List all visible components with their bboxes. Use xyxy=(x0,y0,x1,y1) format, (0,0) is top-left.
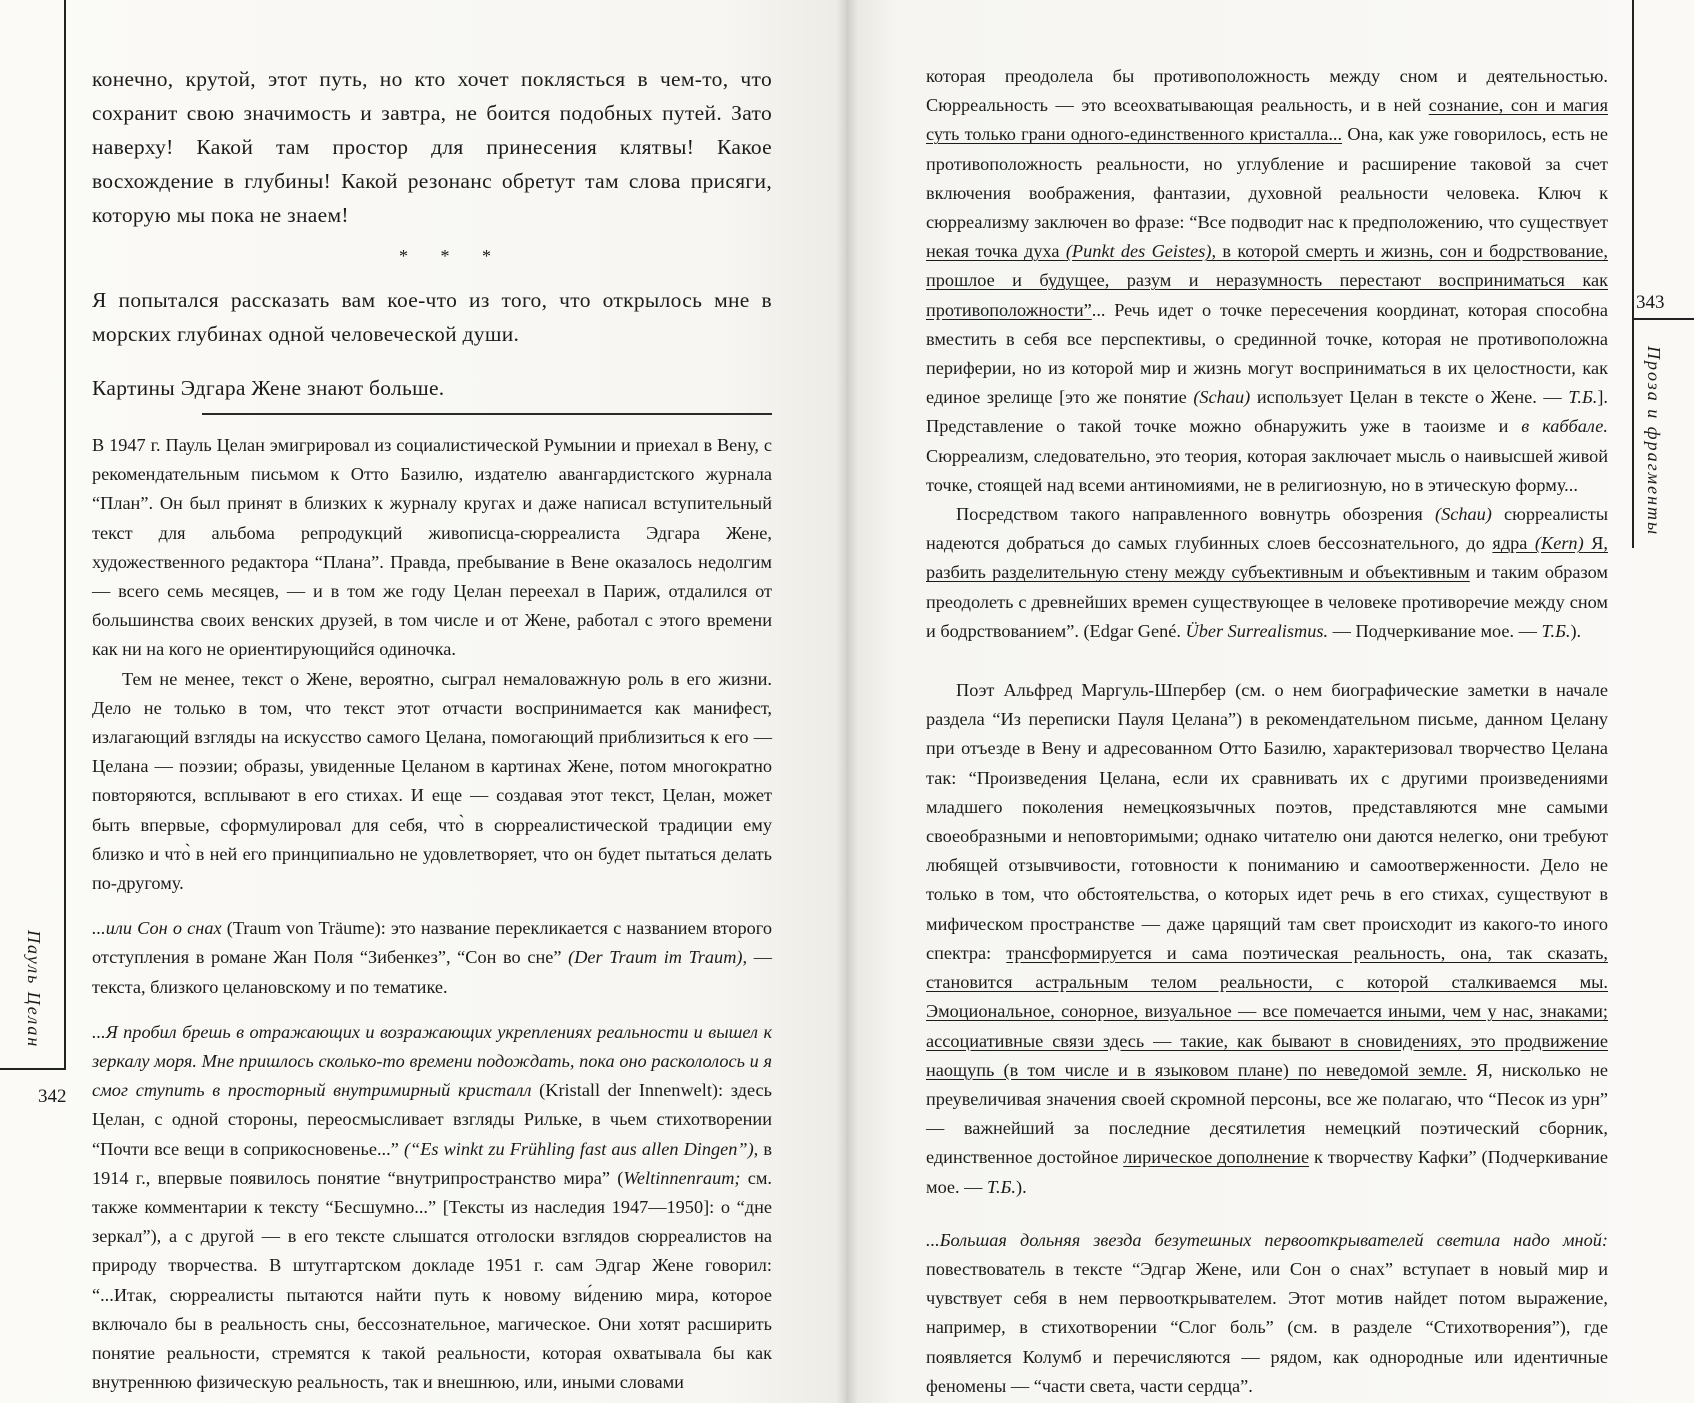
note-lemma: ...Я пробил брешь в отражающих и возражающих укреплениях реальности и вышел к зеркалу моря. Мне пришлось сколько-то времени подождать, пока оно раскололось и я смог ступить в просторный внутримирный кристалл xyxy=(92,1021,772,1101)
right-page-number: 343 xyxy=(1636,292,1665,313)
left-page-number-rule xyxy=(0,1068,66,1070)
note-italic: Weltinnenraum; xyxy=(623,1167,741,1188)
italic-run: Т.Б. xyxy=(987,1176,1016,1197)
underlined-run: в которой смерть и жизнь, сон и бодрствование, прошлое и будущее, разум и неразумность перестают восприниматься как противоположности” xyxy=(926,241,1608,320)
italic-run: Т.Б. xyxy=(1541,620,1571,641)
right-page-number-rule xyxy=(1632,318,1694,320)
underlined-run: Я, разбить разделительную стену между субъективным и объективным xyxy=(926,533,1608,583)
right-text-column xyxy=(926,62,1608,1401)
left-running-head: Пауль Целан xyxy=(24,930,44,1049)
underlined-italic-run: (Punkt des Geistes), xyxy=(1065,241,1217,262)
note-text: (Traum von Träume): это название перекликается с названием второго отступления в романе Жан Поля “Зибенкез”, “Сон во сне” xyxy=(92,918,772,968)
right-margin-rule xyxy=(1632,0,1634,548)
note-text: см. также комментарии к тексту “Бесшумно...” [Тексты из наследия 1947—1950]: о “дне зеркал”), а с другой — в его тексте слышатся отголоски взглядов сюрреалистов на природу творчества. В штутгартском докладе 1951 г. сам Эдгар Жене говорил: “...Итак, сюрреалисты пытаются найти путь к новому ви́дению мира, которое включало бы в реальность сны, бессознательное, магическое. Они хотят расширить понятие реальности, стремятся к такой реальности, которая охватывала бы как внутреннюю физическую реальность, так и внешнюю, или, иными словами xyxy=(92,1167,772,1393)
right-running-head: Проза и фрагменты xyxy=(1644,346,1664,537)
text-run: — Подчеркивание мое. — xyxy=(1328,620,1542,641)
underlined-italic-run: (Kern) xyxy=(1534,533,1584,554)
italic-run: (Schau) xyxy=(1434,504,1492,525)
comment-paragraph xyxy=(926,676,1608,1202)
text-run: к творчеству Кафки” (Подчеркивание мое. — xyxy=(926,1147,1608,1197)
text-run: ... Речь идет о точке пересечения координат, которая способна вместить в себя все перспективы, о срединной точке, которая не противоположна периферии, но из которой мир и жизнь могут восприниматься в их целостности, как единое зрелище [это же понятие xyxy=(926,299,1608,408)
underlined-run: лирическое дополнение xyxy=(1123,1147,1310,1168)
text-run: Я, нисколько не преувеличивая значения своей скромной персоны, все же полагаю, что “Песок из урн” — важнейший за последние десятилетия немецкий поэтический сборник, единственное достойное xyxy=(926,1059,1608,1168)
underlined-run: сознание, сон и магия суть только грани одного-единственного кристалла... xyxy=(926,95,1608,145)
text-run: и таким образом преодолеть с древнейших времен существующее в человеке противоречие между сном и бодрствованием”. (Edgar Gené. xyxy=(926,562,1608,641)
underlined-run: некая точка духа xyxy=(926,241,1066,262)
italic-run: Über Surrealismus. xyxy=(1185,620,1329,641)
text-run: ). xyxy=(1016,1176,1027,1197)
text-run: ). xyxy=(1570,620,1582,641)
note-italic: (Der Traum im Traum), xyxy=(568,947,748,968)
comment-note xyxy=(92,914,772,1002)
note-text: — текста, близкого целановскому и по тематике. xyxy=(92,947,772,997)
note-text: повествователь в тексте “Эдгар Жене, или Сон о снах” вступает в новый мир и чувствует себя в нем первооткрывателем. Этот мотив найдет потом выражение, например, в стихотворении “Слог боль” (см. в разделе “Стихотворения”), где появляется Колумб и перечисляются — рядом, как однородные или идентичные феномены — “части света, части сердца”. xyxy=(926,1258,1608,1396)
italic-run: (Schau) xyxy=(1193,387,1251,408)
text-run: Она, как уже говорилось, есть не противоположность реальности, но углубление и расширение таковой за счет включения воображения, фантазии, духовной реальности человека. Ключ к сюрреализму заключен во фразе: “Все подводит нас к предположению, что существует xyxy=(926,124,1608,233)
italic-run: Т.Б. xyxy=(1568,387,1598,408)
underlined-run: ядра xyxy=(1492,533,1535,554)
text-end-rule xyxy=(202,413,772,415)
comment-paragraph: Тем не менее, текст о Жене, вероятно, сыграл немаловажную роль в его жизни. Дело не только в том, что текст этот отчасти воспринимается как манифест, излагающий взгляды на искусство самого Целана, помогающий приблизиться к его — Целана — поэзии; образы, увиденные Целаном в картинах Жене, потом многократно повторяются, всплывают в его стихах. И еще — создавая этот текст, Целан, может быть впервые, сформулировал для себя, что̀ в сюрреалистической традиции ему близко и что̀ в ней его принципиально не удовлетворяет, что он будет пытаться делать по-другому. xyxy=(92,668,772,894)
main-paragraph: Картины Эдгара Жене знают больше. xyxy=(92,376,445,400)
comment-paragraph xyxy=(926,500,1608,646)
note-text: (Kristall der Innenwelt): здесь Целан, с одной стороны, переосмысливает взгляды Рильке, в чьем стихотворении “Почти все вещи в соприкосновенье...” xyxy=(92,1080,773,1159)
text-run: использует Целан в тексте о Жене. — xyxy=(1250,387,1569,408)
comment-paragraph xyxy=(926,62,1608,500)
italic-run: в каббале. xyxy=(1521,416,1608,437)
section-separator: * * * xyxy=(399,246,505,266)
note-italic: (“Es winkt zu Frühling fast aus allen Dingen”), xyxy=(403,1138,759,1159)
left-text-column xyxy=(92,62,772,1398)
left-page-number: 342 xyxy=(38,1086,67,1107)
text-run: ]. Представление о такой точке можно обнаружить уже в таоизме и xyxy=(926,387,1608,437)
comment-paragraph: В 1947 г. Пауль Целан эмигрировал из социалистической Румынии и приехал в Вену, с рекомендательным письмом к Отто Базилю, издателю авангардистского журнала “План”. Он был принят в близких к журналу кругах и даже написал вступительный текст для альбома репродукций живописца-сюрреалиста Эдгара Жене, художественного редактора “Плана”. Правда, пребывание в Вене оказалось недолгим — всего семь месяцев, — и в том же году Целан переехал в Париж, отдалился от большинства своих венских друзей, в том числе и от Жене, работал с этого времени как ни на кого не ориентирующийся одиночка. xyxy=(92,435,772,660)
underlined-run: трансформируется и сама поэтическая реальность, она, так сказать, становится астральным телом реальности, с которой сталкиваемся мы. Эмоциональное, сонорное, визуальное — все помечается иными, чем у нас, знаками; ассоциативные связи здесь — такие, как бывают в сновидениях, это продвижение наощупь (в том числе и в языковом плане) по неведомой земле. xyxy=(926,942,1608,1080)
note-lemma: ...Большая дольняя звезда безутешных первооткрывателей светила надо мной: xyxy=(926,1229,1608,1250)
text-run: Поэт Альфред Маргуль-Шпербер (см. о нем биографические заметки в начале раздела “Из переписки Пауля Целана”) в рекомендательном письме, данном Целану при отъезде в Вену и адресованном Отто Базилю, характеризовал творчество Целана так: “Произведения Целана, если их сравнивать их с другими произведениями младшего поколения немецкоязычных поэтов, представляются мне самыми своеобразными и неповторимыми; однако читателю они даются нелегко, они требуют любящей отзывчивости, готовности к пониманию и самоотверженности. Дело не только в том, что обстоятельства, о которых идет речь в его стихах, существуют в мифическом пространстве — даже царящий там свет происходит из какого-то иного спектра: xyxy=(926,680,1608,963)
text-run: Посредством такого направленного вовнутрь обозрения xyxy=(956,504,1435,525)
main-paragraph: конечно, крутой, этот путь, но кто хочет поклясться в чем-то, что сохранит свою значимость и завтра, не боится подобных путей. Зато наверху! Какой там простор для принесения клятвы! Какое восхождение в глубины! Какой резонанс обретут там слова присяги, которую мы пока не знаем! xyxy=(92,67,772,227)
comment-note xyxy=(926,1226,1608,1401)
comment-note xyxy=(92,1018,772,1398)
book-gutter xyxy=(836,0,858,1403)
note-text: в 1914 г., впервые появилось понятие “внутрипространство мира” ( xyxy=(92,1138,773,1188)
text-run: Сюрреализм, следовательно, это теория, которая заключает мысль о наивысшей живой точке, стоящей над всеми антиномиями, не в религиозную, но в этическую форму... xyxy=(926,445,1608,495)
left-margin-rule xyxy=(64,0,66,1070)
main-paragraph: Я попытался рассказать вам кое-что из того, что открылось мне в морских глубинах одной человеческой души. xyxy=(92,288,772,346)
text-run: которая преодолела бы противоположность между сном и деятельностью. Сюрреальность — это всеохватывающая реальность, и в ней xyxy=(926,66,1608,116)
note-lemma: ...или Сон о снах xyxy=(92,918,222,939)
text-run: сюрреалисты надеются добраться до самых глубинных слоев бессознательного, до xyxy=(926,504,1609,554)
